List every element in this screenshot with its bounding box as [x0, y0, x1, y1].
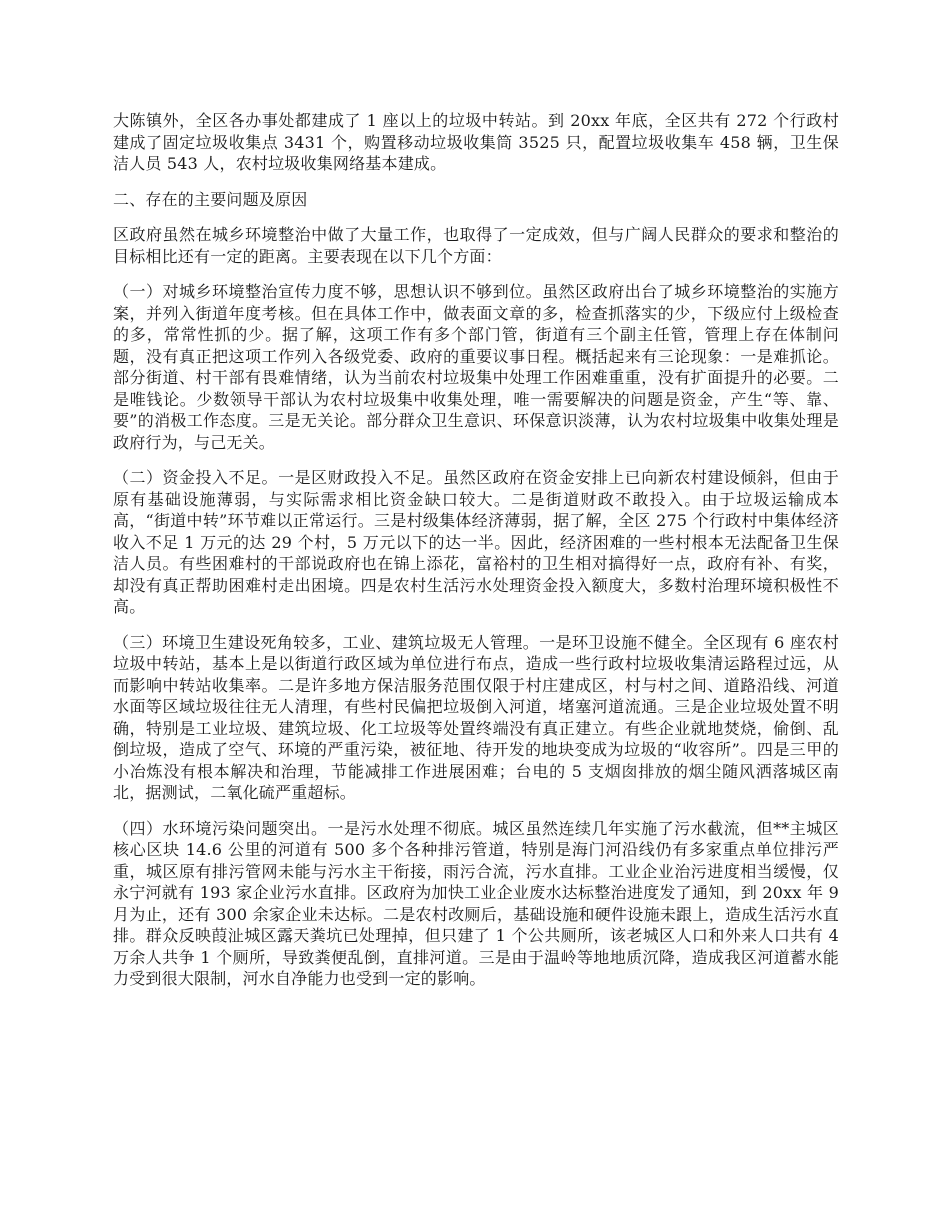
paragraph-issue-3-sanitation: （三）环境卫生建设死角较多，工业、建筑垃圾无人管理。一是环卫设施不健全。全区现有 6 座农村垃圾中转站，基本上是以街道行政区域为单位进行布点，造成一些行政村垃圾收集清运路程过远，从而影响中转站收集率。二是许多地方保洁服务范围仅限于村庄建成区，村与村之间、道路沿线、河道水面等区域垃圾往往无人清理，有些村民偏把垃圾倒入河道，堵塞河道流通。三是企业垃圾处置不明确，特别是工业垃圾、建筑垃圾、化工垃圾等处置终端没有真正建立。有些企业就地焚烧，偷倒、乱倒垃圾，造成了空气、环境的严重污染，被征地、待开发的地块变成为垃圾的“收容所”。四是三甲的小冶炼没有根本解决和治理，节能减排工作进展困难；台电的 5 支烟囱排放的烟尘随风洒落城区南北，据测试，二氧化硫严重超标。 [113, 632, 839, 802]
paragraph-infrastructure-summary: 大陈镇外，全区各办事处都建成了 1 座以上的垃圾中转站。到 20xx 年底，全区共有 272 个行政村建成了固定垃圾收集点 3431 个，购置移动垃圾收集筒 3525 只，配置垃圾收集车 458 辆，卫生保洁人员 543 人，农村垃圾收集网络基本建成。 [113, 111, 839, 173]
paragraph-issue-4-water: （四）水环境污染问题突出。一是污水处理不彻底。城区虽然连续几年实施了污水截流，但**主城区核心区块 14.6 公里的河道有 500 多个各种排污管道，特别是海门河沿线仍有多家重点单位排污严重，城区原有排污管网未能与污水主干衔接，雨污合流，污水直排。工业企业治污进度相当缓慢，仅永宁河就有 193 家企业污水直排。区政府为加快工业企业废水达标整治进度发了通知，到 20xx 年 9 月为止，还有 300 余家企业未达标。二是农村改厕后，基础设施和硬件设施未跟上，造成生活污水直排。群众反映葭沚城区露天粪坑已处理掉，但只建了 1 个公共厕所，该老城区人口和外来人口共有 4 万余人共争 1 个厕所，导致粪便乱倒，直排河道。三是由于温岭等地地质沉降，造成我区河道蓄水能力受到很大限制，河水自净能力也受到一定的影响。 [113, 818, 839, 988]
document-body [113, 110, 839, 1004]
paragraph-problems-intro: 区政府虽然在城乡环境整治中做了大量工作，也取得了一定成效，但与广阔人民群众的要求和整治的目标相比还有一定的距离。主要表现在以下几个方面： [113, 225, 839, 266]
paragraph-issue-1-awareness: （一）对城乡环境整治宣传力度不够，思想认识不够到位。虽然区政府出台了城乡环境整治的实施方案，并列入街道年度考核。但在具体工作中，做表面文章的多，检查抓落实的少，下级应付上级检查的多，常常性抓的少。据了解，这项工作有多个部门管，街道有三个副主任管，管理上存在体制问题，没有真正把这项工作列入各级党委、政府的重要议事日程。概括起来有三论现象：一是难抓论。部分街道、村干部有畏难情绪，认为当前农村垃圾集中处理工作困难重重，没有扩面提升的必要。二是唯钱论。少数领导干部认为农村垃圾集中收集处理，唯一需要解决的问题是资金，产生“等、靠、要”的消极工作态度。三是无关论。部分群众卫生意识、环保意识淡薄，认为农村垃圾集中收集处理是政府行为，与己无关。 [113, 282, 839, 452]
section-heading-problems: 二、存在的主要问题及原因 [113, 189, 308, 209]
paragraph-issue-2-funding: （二）资金投入不足。一是区财政投入不足。虽然区政府在资金安排上已向新农村建设倾斜，但由于原有基础设施薄弱，与实际需求相比资金缺口较大。二是街道财政不敢投入。由于垃圾运输成本高，“街道中转”环节难以正常运行。三是村级集体经济薄弱，据了解，全区 275 个行政村中集体经济收入不足 1 万元的达 29 个村，5 万元以下的达一半。因此，经济困难的一些村根本无法配备卫生保洁人员。有些困难村的干部说政府也在锦上添花，富裕村的卫生相对搞得好一点，政府有补、有奖，却没有真正帮助困难村走出困境。四是农村生活污水处理资金投入额度大，多数村治理环境积极性不高。 [113, 468, 839, 616]
